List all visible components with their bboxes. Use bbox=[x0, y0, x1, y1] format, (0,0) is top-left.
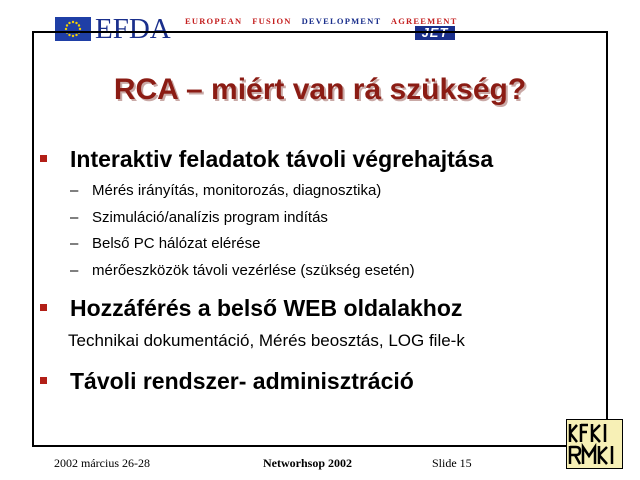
jet-logo: JET bbox=[415, 26, 455, 40]
efda-subtitle bbox=[185, 16, 457, 26]
footer-slide-number: Slide 15 bbox=[432, 456, 472, 470]
sub-item-text: Mérés irányítás, monitorozás, diagnosztika) bbox=[92, 182, 382, 199]
slide-title: RCA – miért van rá szükség? bbox=[113, 73, 527, 106]
footer-event: Networhsop 2002 bbox=[263, 456, 352, 470]
bullet-text: Távoli rendszer- adminisztráció bbox=[70, 368, 414, 394]
efda-subtitle-part: DEVELOPMENT bbox=[301, 16, 382, 26]
bullet-text: Interaktiv feladatok távoli végrehajtása bbox=[70, 146, 494, 172]
efda-subtitle-part: FUSION bbox=[252, 16, 292, 26]
dash-bullet: – bbox=[70, 235, 79, 252]
sub-item-text: mérőeszközök távoli vezérlése (szükség esetén) bbox=[92, 262, 415, 279]
footer-date: 2002 március 26-28 bbox=[54, 456, 150, 470]
square-bullet-icon bbox=[40, 304, 47, 311]
dash-bullet: – bbox=[70, 209, 79, 226]
square-bullet-icon bbox=[40, 377, 47, 384]
kfki-rmki-logo bbox=[566, 419, 623, 469]
sub-item-text: Szimuláció/analízis program indítás bbox=[92, 209, 328, 226]
bullet-note: Technikai dokumentáció, Mérés beosztás, LOG file-k bbox=[68, 331, 465, 350]
efda-subtitle-part: EUROPEAN bbox=[185, 16, 243, 26]
efda-logo-text: EFDA bbox=[95, 13, 171, 45]
bullet-text: Hozzáférés a belső WEB oldalakhoz bbox=[70, 295, 463, 321]
efda-subtitle-part: AGREEMENT bbox=[390, 16, 458, 26]
dash-bullet: – bbox=[70, 182, 79, 199]
dash-bullet: – bbox=[70, 262, 79, 279]
square-bullet-icon bbox=[40, 155, 47, 162]
sub-item-text: Belső PC hálózat elérése bbox=[92, 235, 261, 252]
